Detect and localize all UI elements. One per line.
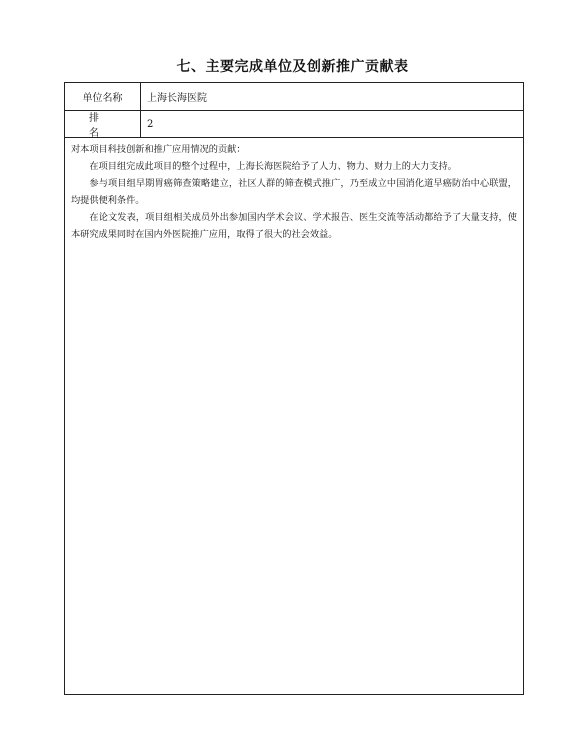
page-title: 七、主要完成单位及创新推广贡献表	[176, 59, 409, 75]
unit-name-value: 上海长海医院	[147, 93, 207, 104]
contribution-paragraph-1: 在项目组完成此项目的整个过程中，上海长海医院给予了人力、物力、财力上的大力支持。	[89, 161, 457, 172]
contribution-heading: 对本项目科技创新和推广应用情况的贡献：	[71, 144, 246, 155]
contribution-section	[65, 138, 523, 243]
rank-value: 2	[147, 118, 154, 130]
contribution-paragraph-3: 在论文发表，项目组相关成员外出参加国内学术会议、学术报告、医生交流等活动都给予了大量支持，使本研究成果同时在国内外医院推广应用，取得了很大的社会效益。	[71, 212, 517, 240]
rank-label: 排名	[65, 111, 141, 137]
contribution-form	[64, 82, 524, 695]
unit-name-label: 单位名称	[65, 83, 141, 110]
rank-row	[65, 111, 523, 138]
contribution-paragraph-2: 参与项目组早期胃癌筛查策略建立，社区人群的筛查模式推广，乃至成立中国消化道早癌防治中心联盟，均提供便利条件。	[71, 178, 517, 206]
unit-name-row	[65, 83, 523, 111]
